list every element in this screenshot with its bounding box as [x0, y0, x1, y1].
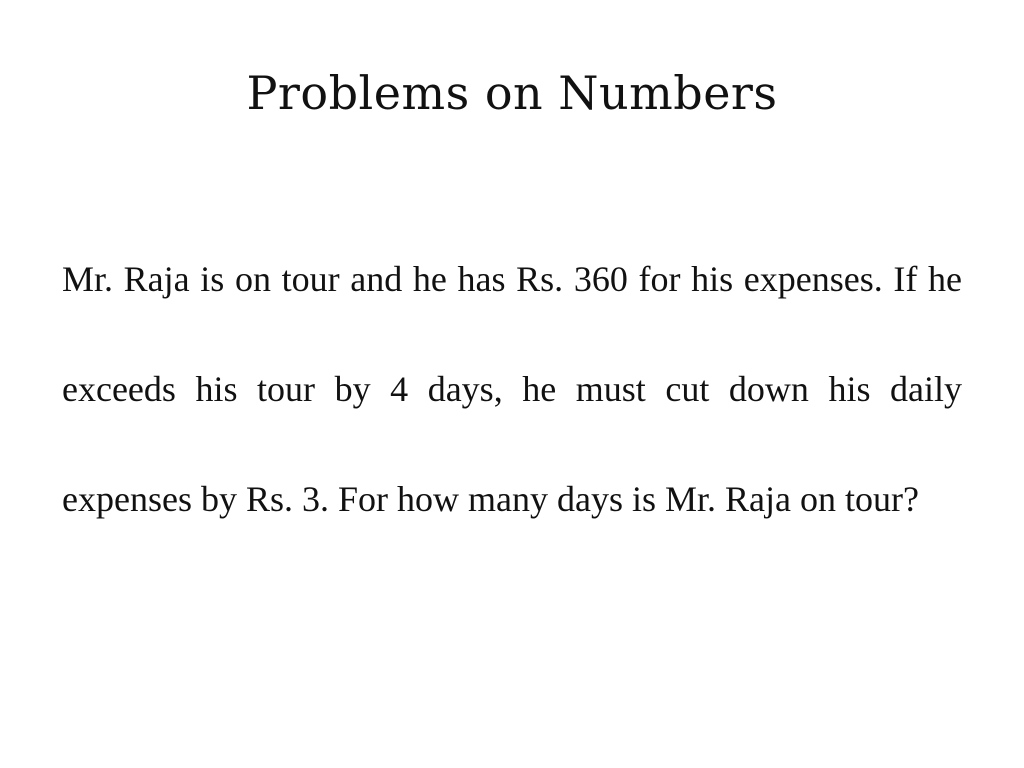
problem-text: Mr. Raja is on tour and he has Rs. 360 for his expenses. If he exceeds his tour by 4 days, he must cut down his daily expenses by Rs. 3. For how many days is Mr. Raja on tour? — [62, 259, 962, 519]
slide-title: Problems on Numbers — [246, 66, 778, 120]
